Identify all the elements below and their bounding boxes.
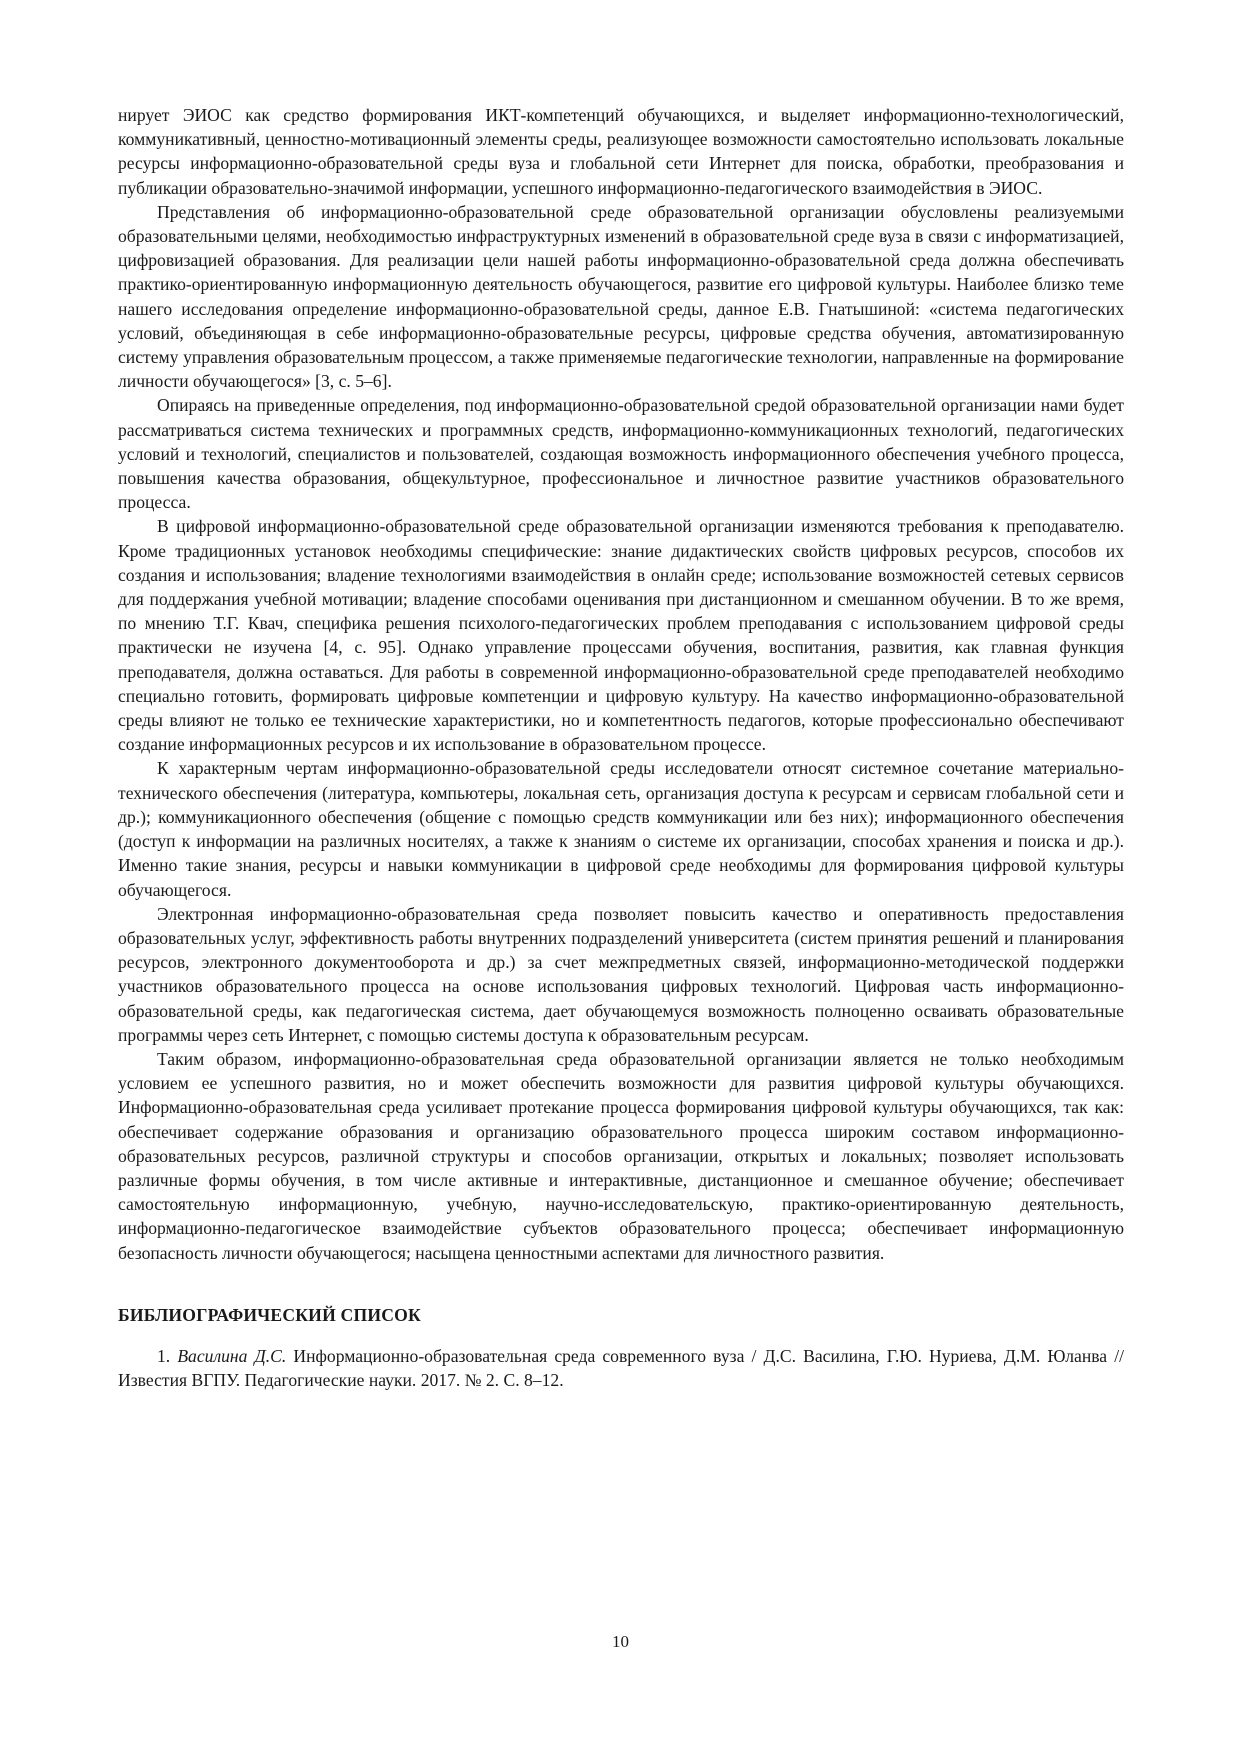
- paragraph-1: нирует ЭИОС как средство формирования ИКТ-компетенций обучающихся, и выделяет информационно-технологический, коммуникативный, ценностно-мотивационный элементы среды, реализующее возможности самостоятельно использовать локальные ресурсы информационно-образовательной среды вуза и глобальной сети Интернет для поиска, обработки, преобразования и публикации образовательно-значимой информации, успешного информационно-педагогического взаимодействия в ЭИОС.: [118, 105, 1124, 198]
- bibliography-entry: [118, 1344, 1124, 1392]
- paragraph-7: Таким образом, информационно-образовательная среда образовательной организации является не только необходимым условием ее успешного развития, но и может обеспечить возможности для развития цифровой культуры обучающихся. Информационно-образовательная среда усиливает протекание процесса формирования цифровой культуры обучающихся, так как: обеспечивает содержание образования и организацию образовательного процесса широким составом информационно-образовательных ресурсов, различной структуры и способов организации, открытых и локальных; позволяет использовать различные формы обучения, в том числе активные и интерактивные, дистанционное и смешанное обучение; обеспечивает самостоятельную информационную, учебную, научно-исследовательскую, практико-ориентированную деятельность, информационно-педагогическое взаимодействие субъектов образовательного процесса; обеспечивает информационную безопасность личности обучающегося; насыщена ценностными аспектами для личностного развития.: [118, 1048, 1124, 1263]
- article-body: [118, 103, 1124, 1392]
- paragraph-2: Представления об информационно-образовательной среде образовательной организации обусловлены реализуемыми образовательными целями, необходимостью инфраструктурных изменений в образовательной среде вуза в связи с информатизацией, цифровизацией образования. Для реализации цели нашей работы информационно-образовательной среда должна обеспечивать практико-ориентированную информационную деятельность обучающегося, развитие его цифровой культуры. Наиболее близко теме нашего исследования определение информационно-образовательной среды, данное Е.В. Гнатышиной: «система педагогических условий, объединяющая в себе информационно-образовательные ресурсы, цифровые средства обучения, автоматизированную систему управления образовательным процессом, а также применяемые педагогические технологии, направленные на формирование личности обучающегося» [3, с. 5–6].: [118, 201, 1124, 392]
- bibliography-entry-number: 1.: [157, 1345, 171, 1366]
- paragraph-3: Опираясь на приведенные определения, под информационно-образовательной средой образовательной организации нами будет рассматриваться система технических и программных средств, информационно-коммуникационных технологий, педагогических условий и технологий, специалистов и пользователей, создающая возможность информационного обеспечения учебного процесса, повышения качества образования, общекультурное, профессиональное и личностное развитие участников образовательного процесса.: [118, 395, 1124, 513]
- bibliography-entry-text: Информационно-образовательная среда современного вуза / Д.С. Василина, Г.Ю. Нуриева, Д.М. Юланва // Известия ВГПУ. Педагогические науки. 2017. № 2. С. 8–12.: [118, 1345, 1124, 1391]
- paragraph-5: К характерным чертам информационно-образовательной среды исследователи относят системное сочетание материально-технического обеспечения (литература, компьютеры, локальная сеть, организация доступа к ресурсам и сервисам глобальной сети и др.); коммуникационного обеспечения (общение с помощью средств коммуникации или без них); информационного обеспечения (доступ к информации на различных носителях, а также к знаниям о системе их организации, способах хранения и поиска и др.). Именно такие знания, ресурсы и навыки коммуникации в цифровой среде необходимы для формирования цифровой культуры обучающегося.: [118, 758, 1124, 900]
- paragraph-4: В цифровой информационно-образовательной среде образовательной организации изменяются требования к преподавателю. Кроме традиционных установок необходимы специфические: знание дидактических свойств цифровых ресурсов, способов их создания и использования; владение технологиями взаимодействия в онлайн среде; использование возможностей сетевых сервисов для поддержания учебной мотивации; владение способами оценивания при дистанционном и смешанном обучении. В то же время, по мнению Т.Г. Квач, специфика решения психолого-педагогических проблем преподавания с использованием цифровой среды практически не изучена [4, с. 95]. Однако управление процессами обучения, воспитания, развития, как главная функция преподавателя, должна оставаться. Для работы в современной информационно-образовательной среде преподавателей необходимо специально готовить, формировать цифровые компетенции и цифровую культуру. На качество информационно-образовательной среды влияют не только ее технические характеристики, но и компетентность педагогов, которые профессионально обеспечивают создание информационных ресурсов и их использование в образовательном процессе.: [118, 516, 1124, 755]
- page-number: 10: [612, 1632, 629, 1651]
- bibliography-entry-author: Василина Д.С.: [177, 1345, 287, 1366]
- paragraph-6: Электронная информационно-образовательная среда позволяет повысить качество и оперативность предоставления образовательных услуг, эффективность работы внутренних подразделений университета (систем принятия решений и планирования ресурсов, электронного документооборота и др.) за счет межпредметных связей, информационно-методической поддержки участников образовательного процесса на основе использования цифровых технологий. Цифровая часть информационно-образовательной среды, как педагогическая система, дает обучающемуся возможность полноценно осваивать образовательные программы через сеть Интернет, с помощью системы доступа к образовательным ресурсам.: [118, 903, 1124, 1045]
- bibliography-heading: БИБЛИОГРАФИЧЕСКИЙ СПИСОК: [118, 1304, 421, 1325]
